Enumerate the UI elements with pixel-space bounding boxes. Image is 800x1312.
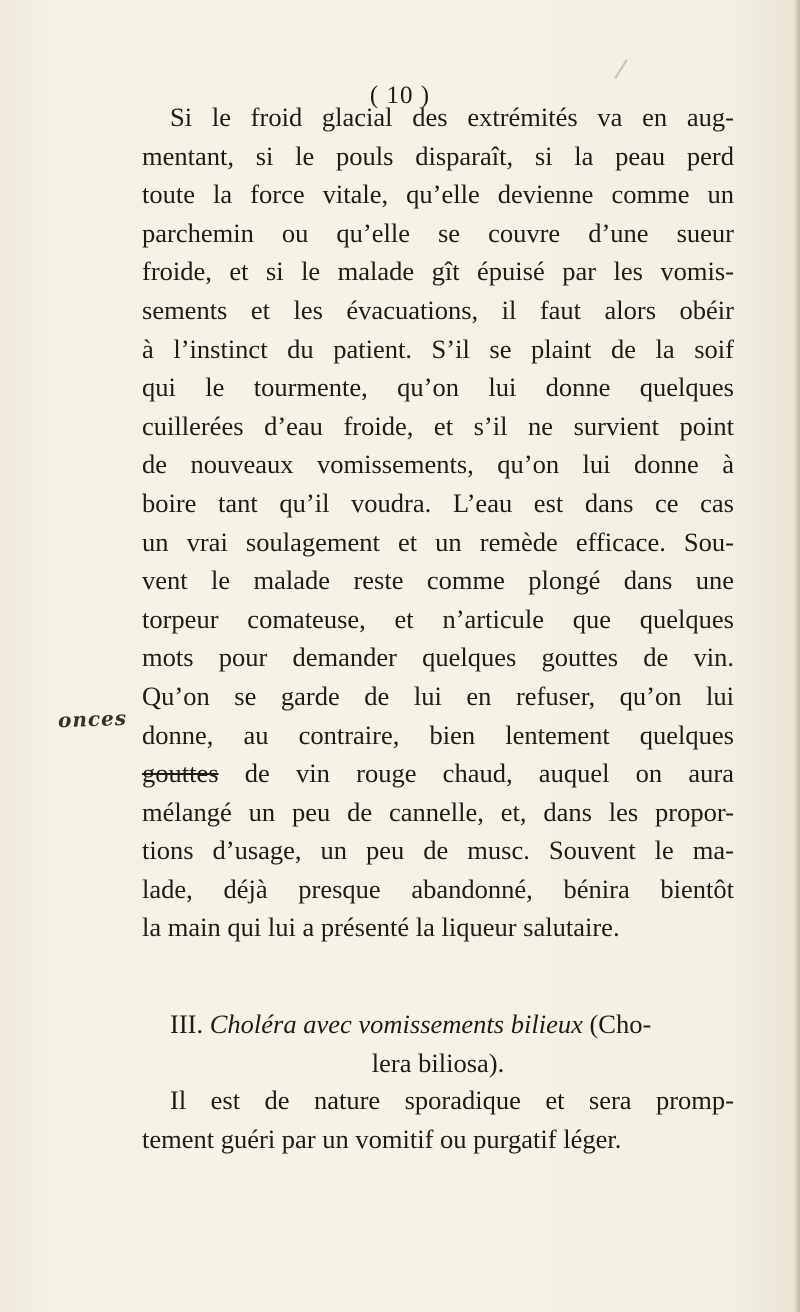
struck-word: gouttes — [142, 758, 219, 789]
text-line: mélangé un peu de cannelle, et, dans les propor- — [142, 796, 734, 827]
text-line-rest: de vin rouge chaud, auquel on aura — [244, 758, 734, 789]
text-line: Qu’on se garde de lui en refuser, qu’on lui — [142, 680, 734, 711]
text-line: froide, et si le malade gît épuisé par les vomis- — [142, 256, 734, 287]
text-line: Il est de nature sporadique et sera promp- — [170, 1085, 734, 1115]
text-line: qui le tourmente, qu’on lui donne quelques — [142, 372, 734, 403]
section-latin-name-start: (Cho- — [589, 1009, 652, 1039]
text-line: parchemin ou qu’elle se couvre d’une sueur — [142, 217, 734, 248]
page-number: ( 10 ) — [369, 82, 431, 109]
text-line: mots pour demander quelques gouttes de vin. — [142, 642, 734, 673]
text-line: tions d’usage, un peu de musc. Souvent le ma- — [142, 835, 734, 866]
text-line: sements et les évacuations, il faut alors obéir — [142, 294, 734, 325]
section-title: Choléra avec vomissements bilieux — [209, 1009, 583, 1039]
section-number: III. — [170, 1009, 204, 1039]
text-line: vent le malade reste comme plongé dans une — [142, 565, 734, 596]
pencil-mark — [614, 59, 627, 79]
section-heading-line-1 — [142, 1005, 734, 1044]
paragraph-2 — [142, 1081, 734, 1158]
text-line: mentant, si le pouls disparaît, si la peau perd — [142, 140, 734, 171]
handwritten-marginal-note: onces — [57, 705, 128, 733]
text-line: tement guéri par un vomitif ou purgatif léger. — [142, 1123, 622, 1154]
section-heading — [142, 1005, 734, 1082]
text-line: torpeur comateuse, et n’articule que quelques — [142, 603, 734, 634]
text-line-with-correction — [142, 754, 734, 793]
text-line: donne, au contraire, bien lentement quelques — [142, 719, 734, 750]
text-line: un vrai soulagement et un remède efficace. Sou- — [142, 526, 734, 557]
page-edge-shadow — [794, 0, 800, 1312]
paragraph-1 — [142, 98, 734, 947]
text-line: boire tant qu’il voudra. L’eau est dans ce cas — [142, 487, 734, 518]
text-line: la main qui lui a présenté la liqueur salutaire. — [142, 912, 620, 943]
text-line: Si le froid glacial des extrémités va en aug- — [170, 102, 734, 132]
text-line: de nouveaux vomissements, qu’on lui donne à — [142, 449, 734, 480]
section-latin-name-end: lera biliosa). — [371, 1047, 505, 1078]
text-line: lade, déjà presque abandonné, bénira bientôt — [142, 873, 734, 904]
text-line: toute la force vitale, qu’elle devienne comme un — [142, 179, 734, 210]
text-line: cuillerées d’eau froide, et s’il ne survient point — [142, 410, 734, 441]
text-line: à l’instinct du patient. S’il se plaint de la soif — [142, 333, 734, 364]
